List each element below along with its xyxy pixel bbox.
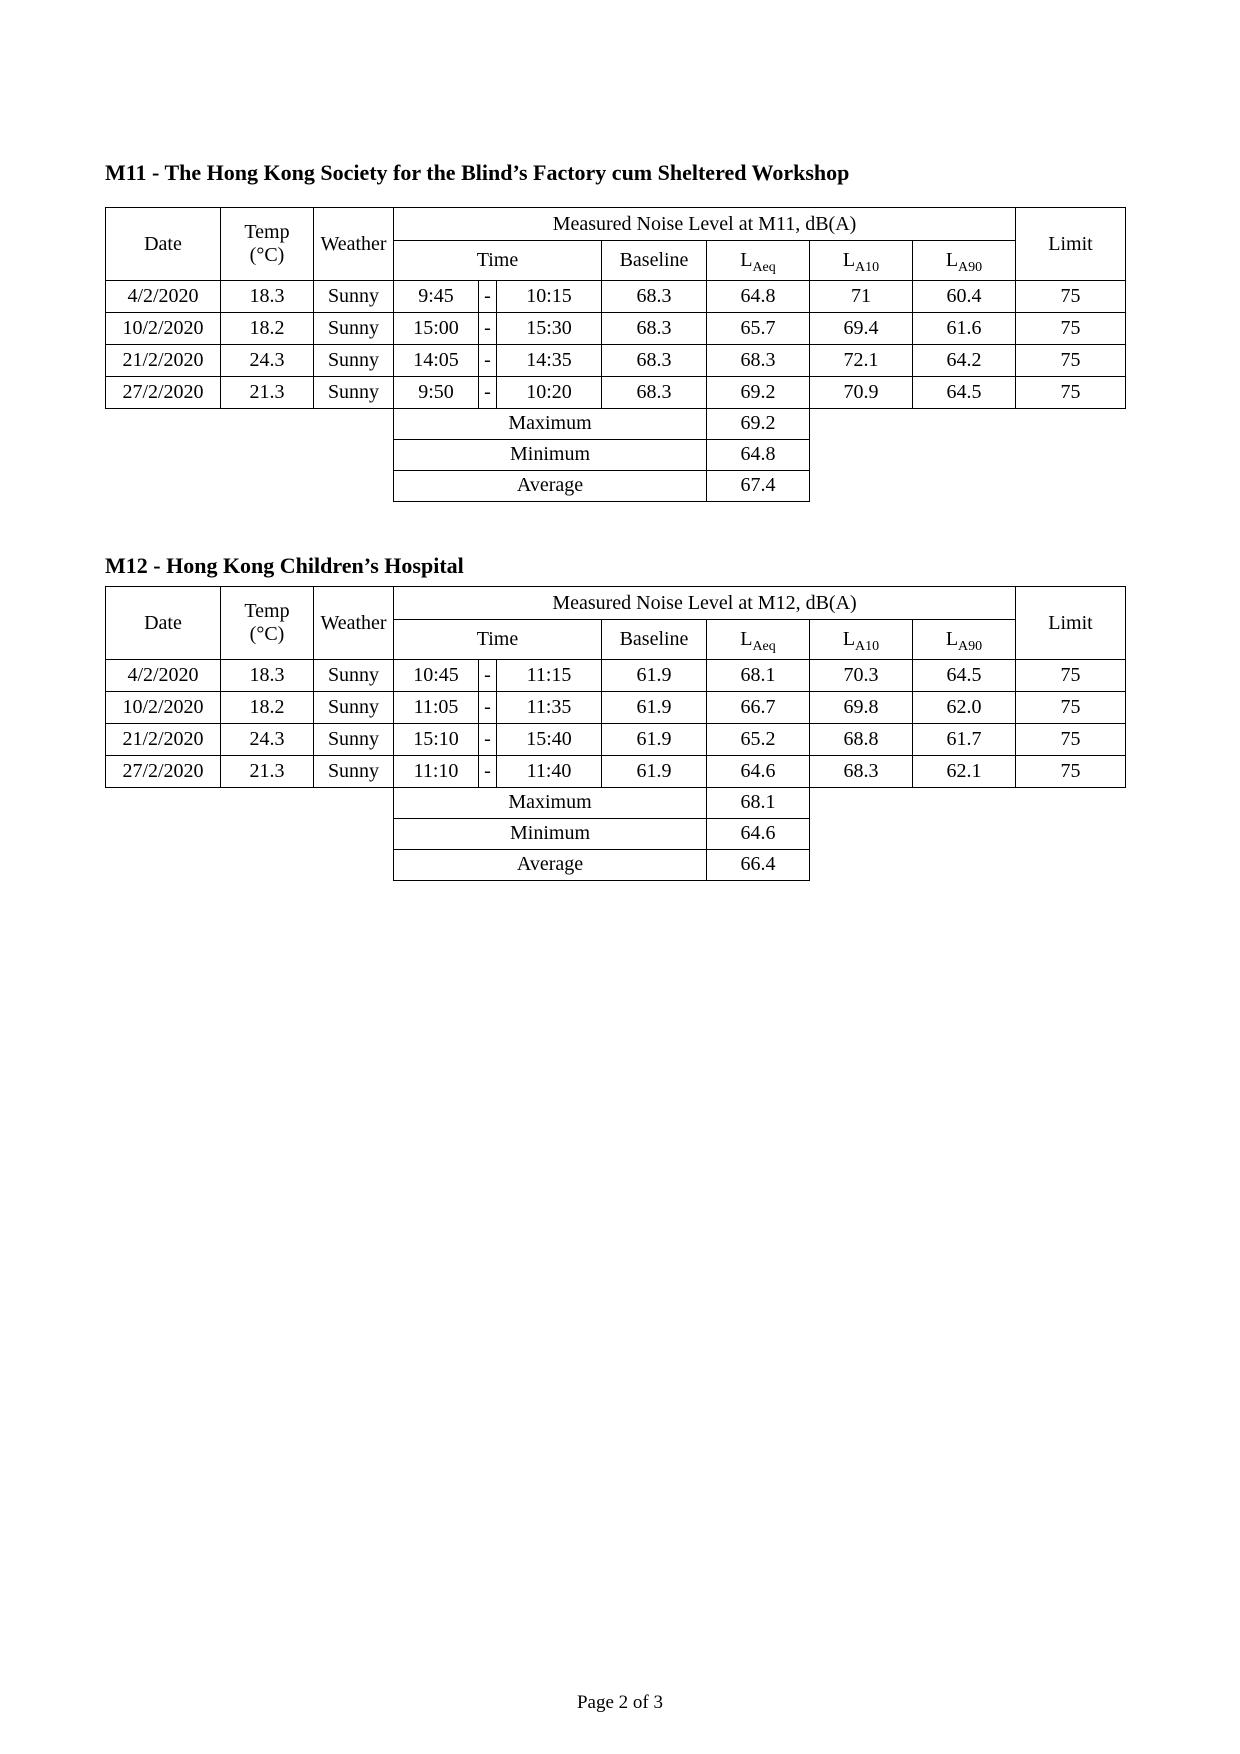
m11-col-header-date: Date	[106, 208, 221, 281]
cell-temp: 24.3	[221, 724, 314, 756]
la10-symbol: L	[842, 628, 856, 650]
cell-laeq: 64.8	[707, 281, 810, 313]
cell-baseline: 61.9	[602, 660, 707, 692]
m12-col-header-limit: Limit	[1016, 587, 1126, 660]
cell-time-end: 15:40	[497, 724, 602, 756]
cell-la10: 69.4	[810, 313, 913, 345]
table-row	[106, 281, 1126, 313]
cell-time-separator: -	[479, 692, 497, 724]
m11-col-header-weather: Weather	[314, 208, 394, 281]
cell-la90: 62.0	[913, 692, 1016, 724]
cell-time-start: 11:10	[394, 756, 479, 788]
m11-temp-header-line2: (°C)	[249, 244, 285, 266]
summary-label-average: Average	[394, 470, 707, 501]
m12-col-header-weather: Weather	[314, 587, 394, 660]
cell-weather: Sunny	[314, 724, 394, 756]
cell-la90: 60.4	[913, 281, 1016, 313]
cell-time-separator: -	[479, 281, 497, 313]
cell-time-separator: -	[479, 724, 497, 756]
cell-weather: Sunny	[314, 281, 394, 313]
cell-baseline: 68.3	[602, 281, 707, 313]
cell-laeq: 65.2	[707, 724, 810, 756]
m12-col-header-laeq	[707, 620, 810, 660]
cell-limit: 75	[1016, 660, 1126, 692]
cell-temp: 21.3	[221, 756, 314, 788]
cell-la10: 72.1	[810, 345, 913, 377]
cell-time-end: 11:35	[497, 692, 602, 724]
summary-row	[394, 470, 810, 501]
m12-col-header-temp	[221, 587, 314, 660]
laeq-subscript: Aeq	[752, 260, 776, 275]
m11-col-header-temp	[221, 208, 314, 281]
m11-col-header-la90	[913, 241, 1016, 281]
summary-value-maximum: 68.1	[707, 787, 810, 818]
m11-section	[105, 207, 1126, 502]
cell-weather: Sunny	[314, 660, 394, 692]
m12-temp-header-line2: (°C)	[249, 623, 285, 645]
cell-temp: 18.3	[221, 281, 314, 313]
cell-baseline: 68.3	[602, 313, 707, 345]
cell-la10: 69.8	[810, 692, 913, 724]
cell-laeq: 69.2	[707, 377, 810, 409]
cell-date: 4/2/2020	[106, 660, 221, 692]
cell-time-start: 9:50	[394, 377, 479, 409]
cell-limit: 75	[1016, 377, 1126, 409]
laeq-symbol: L	[740, 628, 753, 650]
cell-time-end: 14:35	[497, 345, 602, 377]
cell-limit: 75	[1016, 345, 1126, 377]
cell-date: 10/2/2020	[106, 313, 221, 345]
cell-laeq: 66.7	[707, 692, 810, 724]
cell-temp: 21.3	[221, 377, 314, 409]
m12-header-row-1	[106, 587, 1126, 620]
cell-weather: Sunny	[314, 313, 394, 345]
summary-label-average: Average	[394, 849, 707, 880]
cell-weather: Sunny	[314, 345, 394, 377]
m11-col-header-laeq	[707, 241, 810, 281]
cell-la90: 64.5	[913, 377, 1016, 409]
la90-symbol: L	[945, 628, 959, 650]
summary-label-minimum: Minimum	[394, 818, 707, 849]
summary-row	[394, 849, 810, 880]
cell-date: 4/2/2020	[106, 281, 221, 313]
cell-la90: 64.2	[913, 345, 1016, 377]
m12-section	[105, 586, 1126, 881]
laeq-symbol: L	[740, 249, 753, 271]
cell-temp: 18.2	[221, 313, 314, 345]
cell-temp: 24.3	[221, 345, 314, 377]
cell-la10: 71	[810, 281, 913, 313]
cell-la10: 70.3	[810, 660, 913, 692]
cell-time-start: 11:05	[394, 692, 479, 724]
m12-col-header-time: Time	[394, 620, 602, 660]
la90-symbol: L	[945, 249, 959, 271]
cell-la90: 62.1	[913, 756, 1016, 788]
table-row	[106, 377, 1126, 409]
cell-la10: 68.8	[810, 724, 913, 756]
cell-time-start: 15:00	[394, 313, 479, 345]
m12-temp-header-line1: Temp	[244, 600, 290, 622]
la90-subscript: A90	[958, 260, 983, 275]
table-row	[106, 692, 1126, 724]
cell-time-separator: -	[479, 345, 497, 377]
m12-section-title: M12 - Hong Kong Children’s Hospital	[105, 553, 464, 578]
cell-time-separator: -	[479, 313, 497, 345]
summary-value-minimum: 64.6	[707, 818, 810, 849]
m12-measured-noise-header: Measured Noise Level at M12, dB(A)	[394, 587, 1016, 620]
cell-weather: Sunny	[314, 377, 394, 409]
summary-value-minimum: 64.8	[707, 439, 810, 470]
table-row	[106, 756, 1126, 788]
cell-la90: 64.5	[913, 660, 1016, 692]
cell-la10: 68.3	[810, 756, 913, 788]
cell-laeq: 64.6	[707, 756, 810, 788]
table-row	[106, 724, 1126, 756]
la90-subscript: A90	[958, 639, 983, 654]
cell-date: 27/2/2020	[106, 377, 221, 409]
la10-subscript: A10	[855, 639, 880, 654]
cell-time-end: 10:15	[497, 281, 602, 313]
m11-col-header-time: Time	[394, 241, 602, 281]
m12-col-header-date: Date	[106, 587, 221, 660]
page-number-footer: Page 2 of 3	[576, 1692, 663, 1713]
m11-col-header-limit: Limit	[1016, 208, 1126, 281]
m11-header-row-1	[106, 208, 1126, 241]
la10-symbol: L	[842, 249, 856, 271]
cell-la90: 61.6	[913, 313, 1016, 345]
cell-baseline: 68.3	[602, 377, 707, 409]
summary-row	[394, 787, 810, 818]
m12-col-header-baseline: Baseline	[602, 620, 707, 660]
m11-summary-table	[393, 408, 810, 502]
cell-time-end: 11:40	[497, 756, 602, 788]
summary-value-average: 67.4	[707, 470, 810, 501]
summary-label-maximum: Maximum	[394, 408, 707, 439]
cell-temp: 18.3	[221, 660, 314, 692]
table-row	[106, 345, 1126, 377]
m11-col-header-la10	[810, 241, 913, 281]
cell-limit: 75	[1016, 692, 1126, 724]
cell-time-start: 14:05	[394, 345, 479, 377]
cell-time-separator: -	[479, 756, 497, 788]
summary-value-maximum: 69.2	[707, 408, 810, 439]
cell-baseline: 61.9	[602, 756, 707, 788]
cell-date: 10/2/2020	[106, 692, 221, 724]
cell-time-separator: -	[479, 377, 497, 409]
m12-col-header-la90	[913, 620, 1016, 660]
cell-time-start: 10:45	[394, 660, 479, 692]
la10-subscript: A10	[855, 260, 880, 275]
cell-time-end: 10:20	[497, 377, 602, 409]
cell-time-start: 9:45	[394, 281, 479, 313]
m11-measured-noise-header: Measured Noise Level at M11, dB(A)	[394, 208, 1016, 241]
cell-date: 21/2/2020	[106, 724, 221, 756]
cell-date: 21/2/2020	[106, 345, 221, 377]
summary-value-average: 66.4	[707, 849, 810, 880]
summary-label-minimum: Minimum	[394, 439, 707, 470]
summary-row	[394, 408, 810, 439]
cell-weather: Sunny	[314, 692, 394, 724]
m11-col-header-baseline: Baseline	[602, 241, 707, 281]
cell-time-end: 11:15	[497, 660, 602, 692]
cell-laeq: 68.1	[707, 660, 810, 692]
cell-time-start: 15:10	[394, 724, 479, 756]
m11-temp-header-line1: Temp	[244, 221, 290, 243]
cell-la90: 61.7	[913, 724, 1016, 756]
cell-limit: 75	[1016, 281, 1126, 313]
cell-limit: 75	[1016, 756, 1126, 788]
summary-row	[394, 818, 810, 849]
cell-laeq: 68.3	[707, 345, 810, 377]
cell-baseline: 68.3	[602, 345, 707, 377]
table-row	[106, 313, 1126, 345]
cell-time-end: 15:30	[497, 313, 602, 345]
cell-date: 27/2/2020	[106, 756, 221, 788]
table-row	[106, 660, 1126, 692]
summary-label-maximum: Maximum	[394, 787, 707, 818]
cell-la10: 70.9	[810, 377, 913, 409]
cell-limit: 75	[1016, 313, 1126, 345]
cell-weather: Sunny	[314, 756, 394, 788]
cell-laeq: 65.7	[707, 313, 810, 345]
cell-time-separator: -	[479, 660, 497, 692]
summary-row	[394, 439, 810, 470]
cell-baseline: 61.9	[602, 692, 707, 724]
m11-noise-table	[105, 207, 1126, 409]
laeq-subscript: Aeq	[752, 639, 776, 654]
m12-noise-table	[105, 586, 1126, 788]
cell-limit: 75	[1016, 724, 1126, 756]
cell-baseline: 61.9	[602, 724, 707, 756]
cell-temp: 18.2	[221, 692, 314, 724]
m11-section-title: M11 - The Hong Kong Society for the Blind’s Factory cum Sheltered Workshop	[105, 160, 850, 185]
m12-col-header-la10	[810, 620, 913, 660]
m12-summary-table	[393, 787, 810, 881]
